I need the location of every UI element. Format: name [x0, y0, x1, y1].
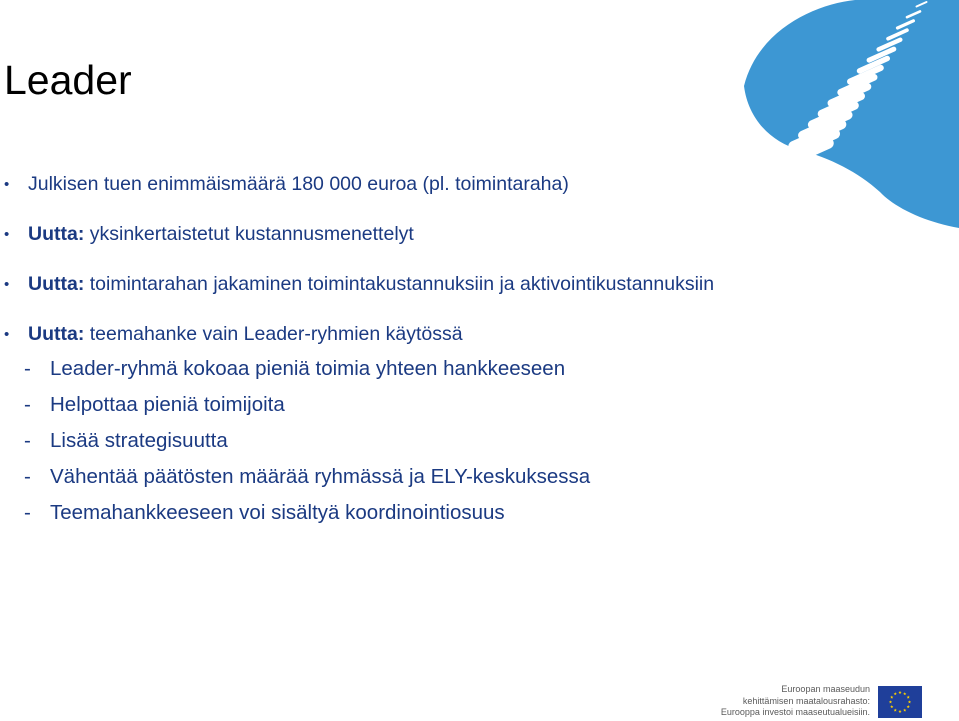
sub-item — [0, 459, 730, 495]
bullet-marker: • — [4, 326, 10, 343]
footer-caption — [700, 684, 870, 719]
bullet-text: toimintarahan jakaminen toimintakustannuksiin ja aktivointikustannuksiin — [84, 273, 715, 295]
eu-flag-icon — [878, 686, 922, 718]
sub-item-text: Helpottaa pieniä toimijoita — [50, 393, 285, 416]
dash-marker: - — [24, 429, 31, 452]
sub-item — [0, 351, 730, 387]
dash-marker: - — [24, 357, 31, 380]
sub-item-text: Teemahankkeeseen voi sisältyä koordinointiosuus — [50, 501, 505, 524]
bullet-bold-prefix: Uutta: — [28, 323, 85, 345]
bullet-text: teemahanke vain Leader-ryhmien käytössä — [84, 323, 463, 345]
fern-frond-emblem-icon — [730, 0, 959, 228]
footer-line: Euroopan maaseudun — [781, 684, 870, 694]
bullet-bold-prefix: Uutta: — [28, 223, 85, 245]
bullet-text: Julkisen tuen enimmäismäärä 180 000 euroa (pl. toimintaraha) — [28, 173, 569, 195]
footer-line: kehittämisen maatalousrahasto: — [742, 695, 870, 706]
bullet-text: yksinkertaistetut kustannusmenettelyt — [84, 223, 414, 245]
eafrd-footer — [700, 680, 959, 721]
bullet-item — [0, 268, 730, 301]
bullet-list — [0, 168, 730, 531]
dash-marker: - — [24, 393, 31, 416]
dash-marker: - — [24, 501, 31, 524]
sub-item — [0, 495, 730, 531]
bullet-marker: • — [4, 176, 10, 193]
dash-marker: - — [24, 465, 31, 488]
sub-item — [0, 387, 730, 423]
sub-item-text: Lisää strategisuutta — [50, 429, 228, 452]
footer-line: Eurooppa investoi maaseutualueisiin. — [720, 707, 870, 717]
bullet-item — [0, 168, 730, 201]
bullet-marker: • — [4, 276, 10, 293]
slide-title: Leader — [4, 57, 132, 103]
sub-item-text: Vähentää päätösten määrää ryhmässä ja ELY-keskuksessa — [50, 465, 591, 488]
bullet-bold-prefix: Uutta: — [28, 273, 85, 295]
sub-item — [0, 423, 730, 459]
bullet-item — [0, 218, 730, 251]
bullet-item — [0, 318, 730, 351]
bullet-marker: • — [4, 226, 10, 243]
sub-item-text: Leader-ryhmä kokoaa pieniä toimia yhteen hankkeeseen — [50, 357, 566, 380]
